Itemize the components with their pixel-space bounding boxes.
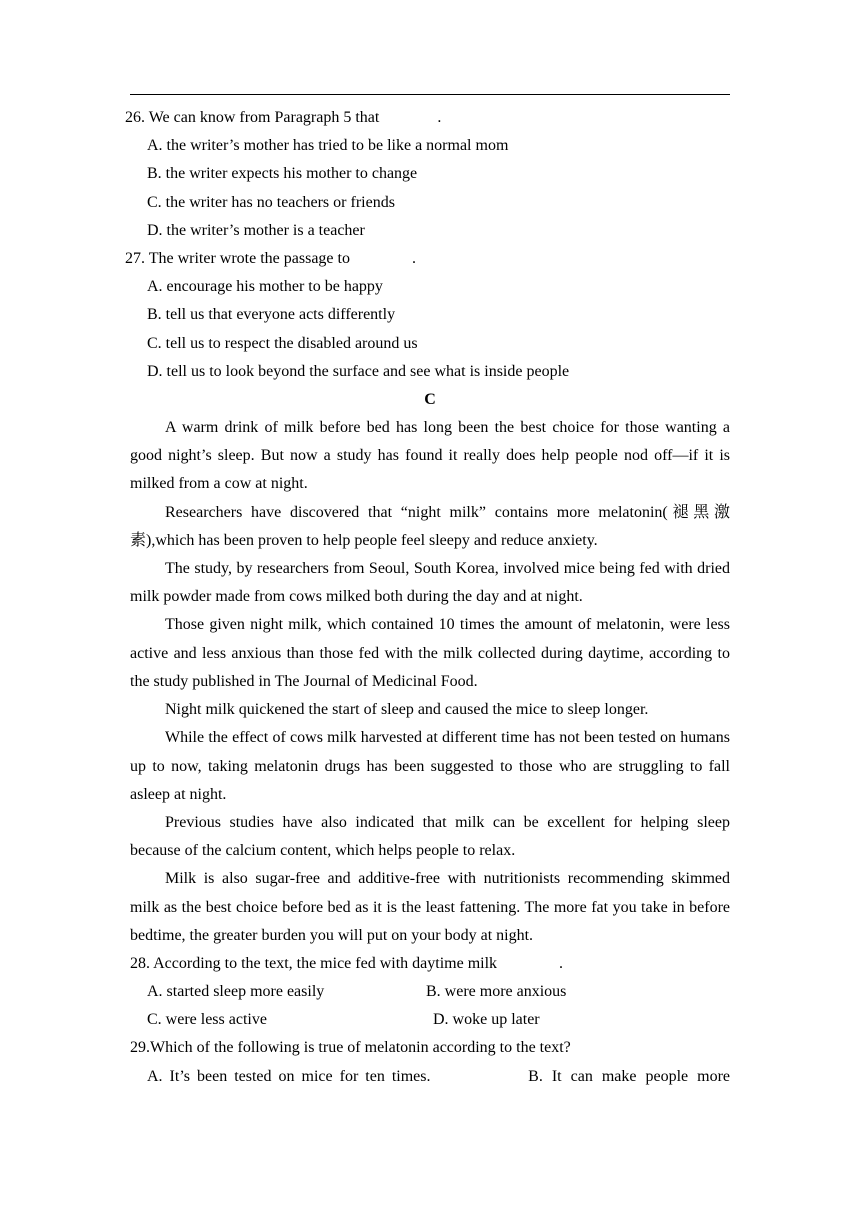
option-26-b: B. the writer expects his mother to change bbox=[147, 165, 418, 183]
option-26-a: A. the writer’s mother has tried to be like a normal mom bbox=[147, 137, 509, 155]
question-26: 26. We can know from Paragraph 5 that . bbox=[125, 109, 442, 126]
question-stem: 28. According to the text, the mice fed with daytime milk bbox=[130, 954, 498, 972]
paragraph-2: Researchers have discovered that “night milk” contains more melatonin(褪黑激素),which has been proven to help people feel sleepy and reduce anxiety. bbox=[130, 503, 730, 549]
document-body bbox=[125, 104, 730, 1091]
question-stem: 27. The writer wrote the passage to bbox=[125, 249, 350, 267]
paragraph-5: Night milk quickened the start of sleep and caused the mice to sleep longer. bbox=[165, 701, 649, 719]
question-28: 28. According to the text, the mice fed with daytime milk . bbox=[130, 954, 564, 972]
section-heading: C bbox=[424, 390, 436, 408]
option-28-a: A. started sleep more easily bbox=[147, 983, 325, 1001]
paragraph-4: Those given night milk, which contained 10 times the amount of melatonin, were less active and less anxious than those fed with the milk collected during daytime, according to the study published in The Journal of Medicinal Food. bbox=[130, 616, 730, 690]
paragraph-3: The study, by researchers from Seoul, South Korea, involved mice being fed with dried milk powder made from cows milked both during the day and at night. bbox=[130, 560, 730, 606]
option-28-b: B. were more anxious bbox=[426, 983, 567, 1001]
option-27-d: D. tell us to look beyond the surface and see what is inside people bbox=[147, 362, 570, 380]
option-28-c: C. were less active bbox=[147, 1011, 267, 1029]
question-29: 29.Which of the following is true of melatonin according to the text? bbox=[130, 1039, 571, 1057]
paragraph-1: A warm drink of milk before bed has long been the best choice for those wanting a good night’s sleep. But now a study has found it really does help people nod off—if it is milked from a cow at night. bbox=[130, 419, 730, 493]
header-rule bbox=[130, 94, 730, 95]
option-29-a: A. It’s been tested on mice for ten times. bbox=[147, 1067, 431, 1085]
question-stem: 26. We can know from Paragraph 5 that bbox=[125, 109, 380, 126]
paragraph-6: While the effect of cows milk harvested at different time has not been tested on humans up to now, taking melatonin drugs has been suggested to those who are struggling to fall asleep at night. bbox=[130, 729, 730, 803]
question-27: 27. The writer wrote the passage to . bbox=[125, 249, 416, 267]
option-27-a: A. encourage his mother to be happy bbox=[147, 278, 383, 296]
option-27-b: B. tell us that everyone acts differently bbox=[147, 306, 396, 324]
paragraph-8: Milk is also sugar-free and additive-free with nutritionists recommending skimmed milk as the best choice before bed as it is the least fattening. The more fat you take in before bedtime, the greater burden you will put on your body at night. bbox=[130, 870, 730, 944]
options-28-row-1 bbox=[130, 978, 730, 1006]
options-29-row-1 bbox=[130, 1063, 730, 1091]
option-27-c: C. tell us to respect the disabled around us bbox=[147, 334, 418, 352]
option-29-b: B. It can make people more bbox=[528, 1067, 730, 1085]
option-26-d: D. the writer’s mother is a teacher bbox=[147, 221, 365, 239]
paragraph-7: Previous studies have also indicated that milk can be excellent for helping sleep because of the calcium content, which helps people to relax. bbox=[130, 813, 730, 860]
option-26-c: C. the writer has no teachers or friends bbox=[147, 193, 395, 211]
options-28-row-2 bbox=[130, 1006, 730, 1034]
option-28-d: D. woke up later bbox=[433, 1011, 540, 1029]
